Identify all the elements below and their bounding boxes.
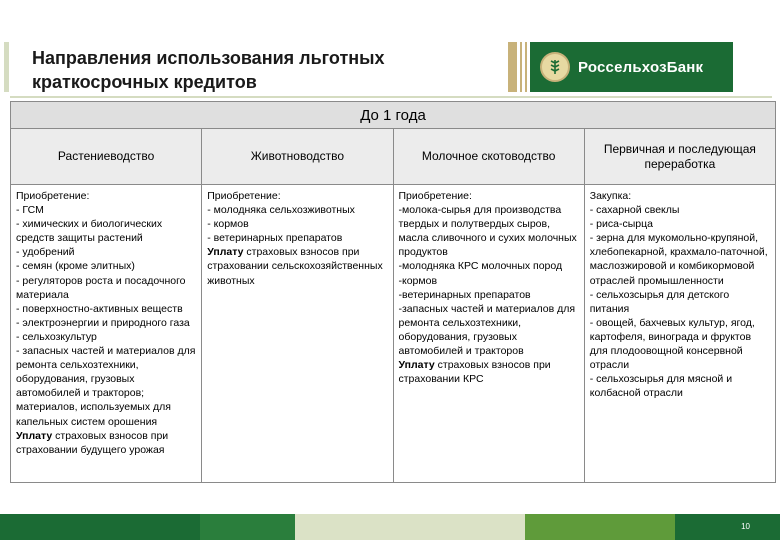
footer-segment [295, 514, 525, 540]
column-processing [584, 185, 775, 483]
column-body: -молока-сырья для производства твердых и полутвердых сыров, масла сливочного и сухих молочных продуктов -молодняка КРС молочных пород -кормов -ветеринарных препаратов -запасных частей и материалов для ремонта сельхозтехники, оборудования, грузовых автомобилей и тракторов [398, 204, 577, 358]
category-processing: Первичная и последующая переработка [584, 129, 775, 185]
footer-band [0, 514, 780, 540]
category-livestock: Животноводство [202, 129, 393, 185]
footer-segment [675, 514, 780, 540]
footer-segment [525, 514, 675, 540]
brand-logo [508, 42, 733, 92]
title-line-1: Направления использования льготных [32, 48, 385, 68]
category-dairy: Молочное скотоводство [393, 129, 584, 185]
page-number: 10 [741, 522, 750, 531]
column-emphasis: Уплату [398, 359, 435, 372]
column-dairy [393, 185, 584, 483]
column-body: - ГСМ - химических и биологических средств защиты растений - удобрений - семян (кроме элитных) - регуляторов роста и посадочного материала - поверхностно-активных веществ - электроэнергии и природного газа - сельхозкультур - запасных частей и материалов для ремонта сельхозтехники, оборудования, грузовых автомобилей и тракторов; материалов, используемых для капельных систем орошения [16, 204, 196, 428]
column-crop [11, 185, 202, 483]
credit-directions-table [10, 101, 776, 483]
period-header: До 1 года [11, 102, 776, 129]
wheat-emblem-icon [540, 52, 570, 82]
column-heading: Закупка: [589, 190, 632, 202]
title-accent-bar [4, 42, 9, 92]
column-body: - сахарной свеклы - риса-сырца - зерна для мукомольно-крупяной, хлебопекарной, крахмало-паточной, маслозжировой и комбикормовой отраслей промышленности - сельхозсырья для детского питания - овощей, бахчевых культур, ягод, картофеля, винограда и фруктов для плодоовощной консервной отрасли - сельхозсырья для мясной и колбасной отрасли [589, 204, 768, 400]
brand-name: РоссельхозБанк [578, 58, 704, 76]
category-crop: Растениеводство [11, 129, 202, 185]
logo-box [530, 42, 733, 92]
column-emphasis: Уплату [16, 429, 53, 442]
column-heading: Приобретение: [16, 190, 90, 202]
page-title [32, 46, 502, 94]
column-livestock [202, 185, 393, 483]
footer-segment [200, 514, 295, 540]
column-tail: страховых взносов при страховании сельскохозяйственных животных [207, 246, 383, 287]
column-body: - молодняка сельхозживотных - кормов - ветеринарных препаратов [207, 204, 355, 245]
column-emphasis: Уплату [207, 246, 244, 259]
column-heading: Приобретение: [398, 190, 472, 202]
header-divider [10, 96, 772, 98]
logo-gold-bar [508, 42, 515, 92]
logo-stripes [515, 42, 530, 92]
column-tail: страховых взносов при страховании КРС [398, 359, 551, 386]
title-line-2: краткосрочных кредитов [32, 72, 257, 92]
column-tail: страховых взносов при страховании будущего урожая [16, 429, 169, 456]
column-heading: Приобретение: [207, 190, 281, 202]
footer-segment [0, 514, 200, 540]
